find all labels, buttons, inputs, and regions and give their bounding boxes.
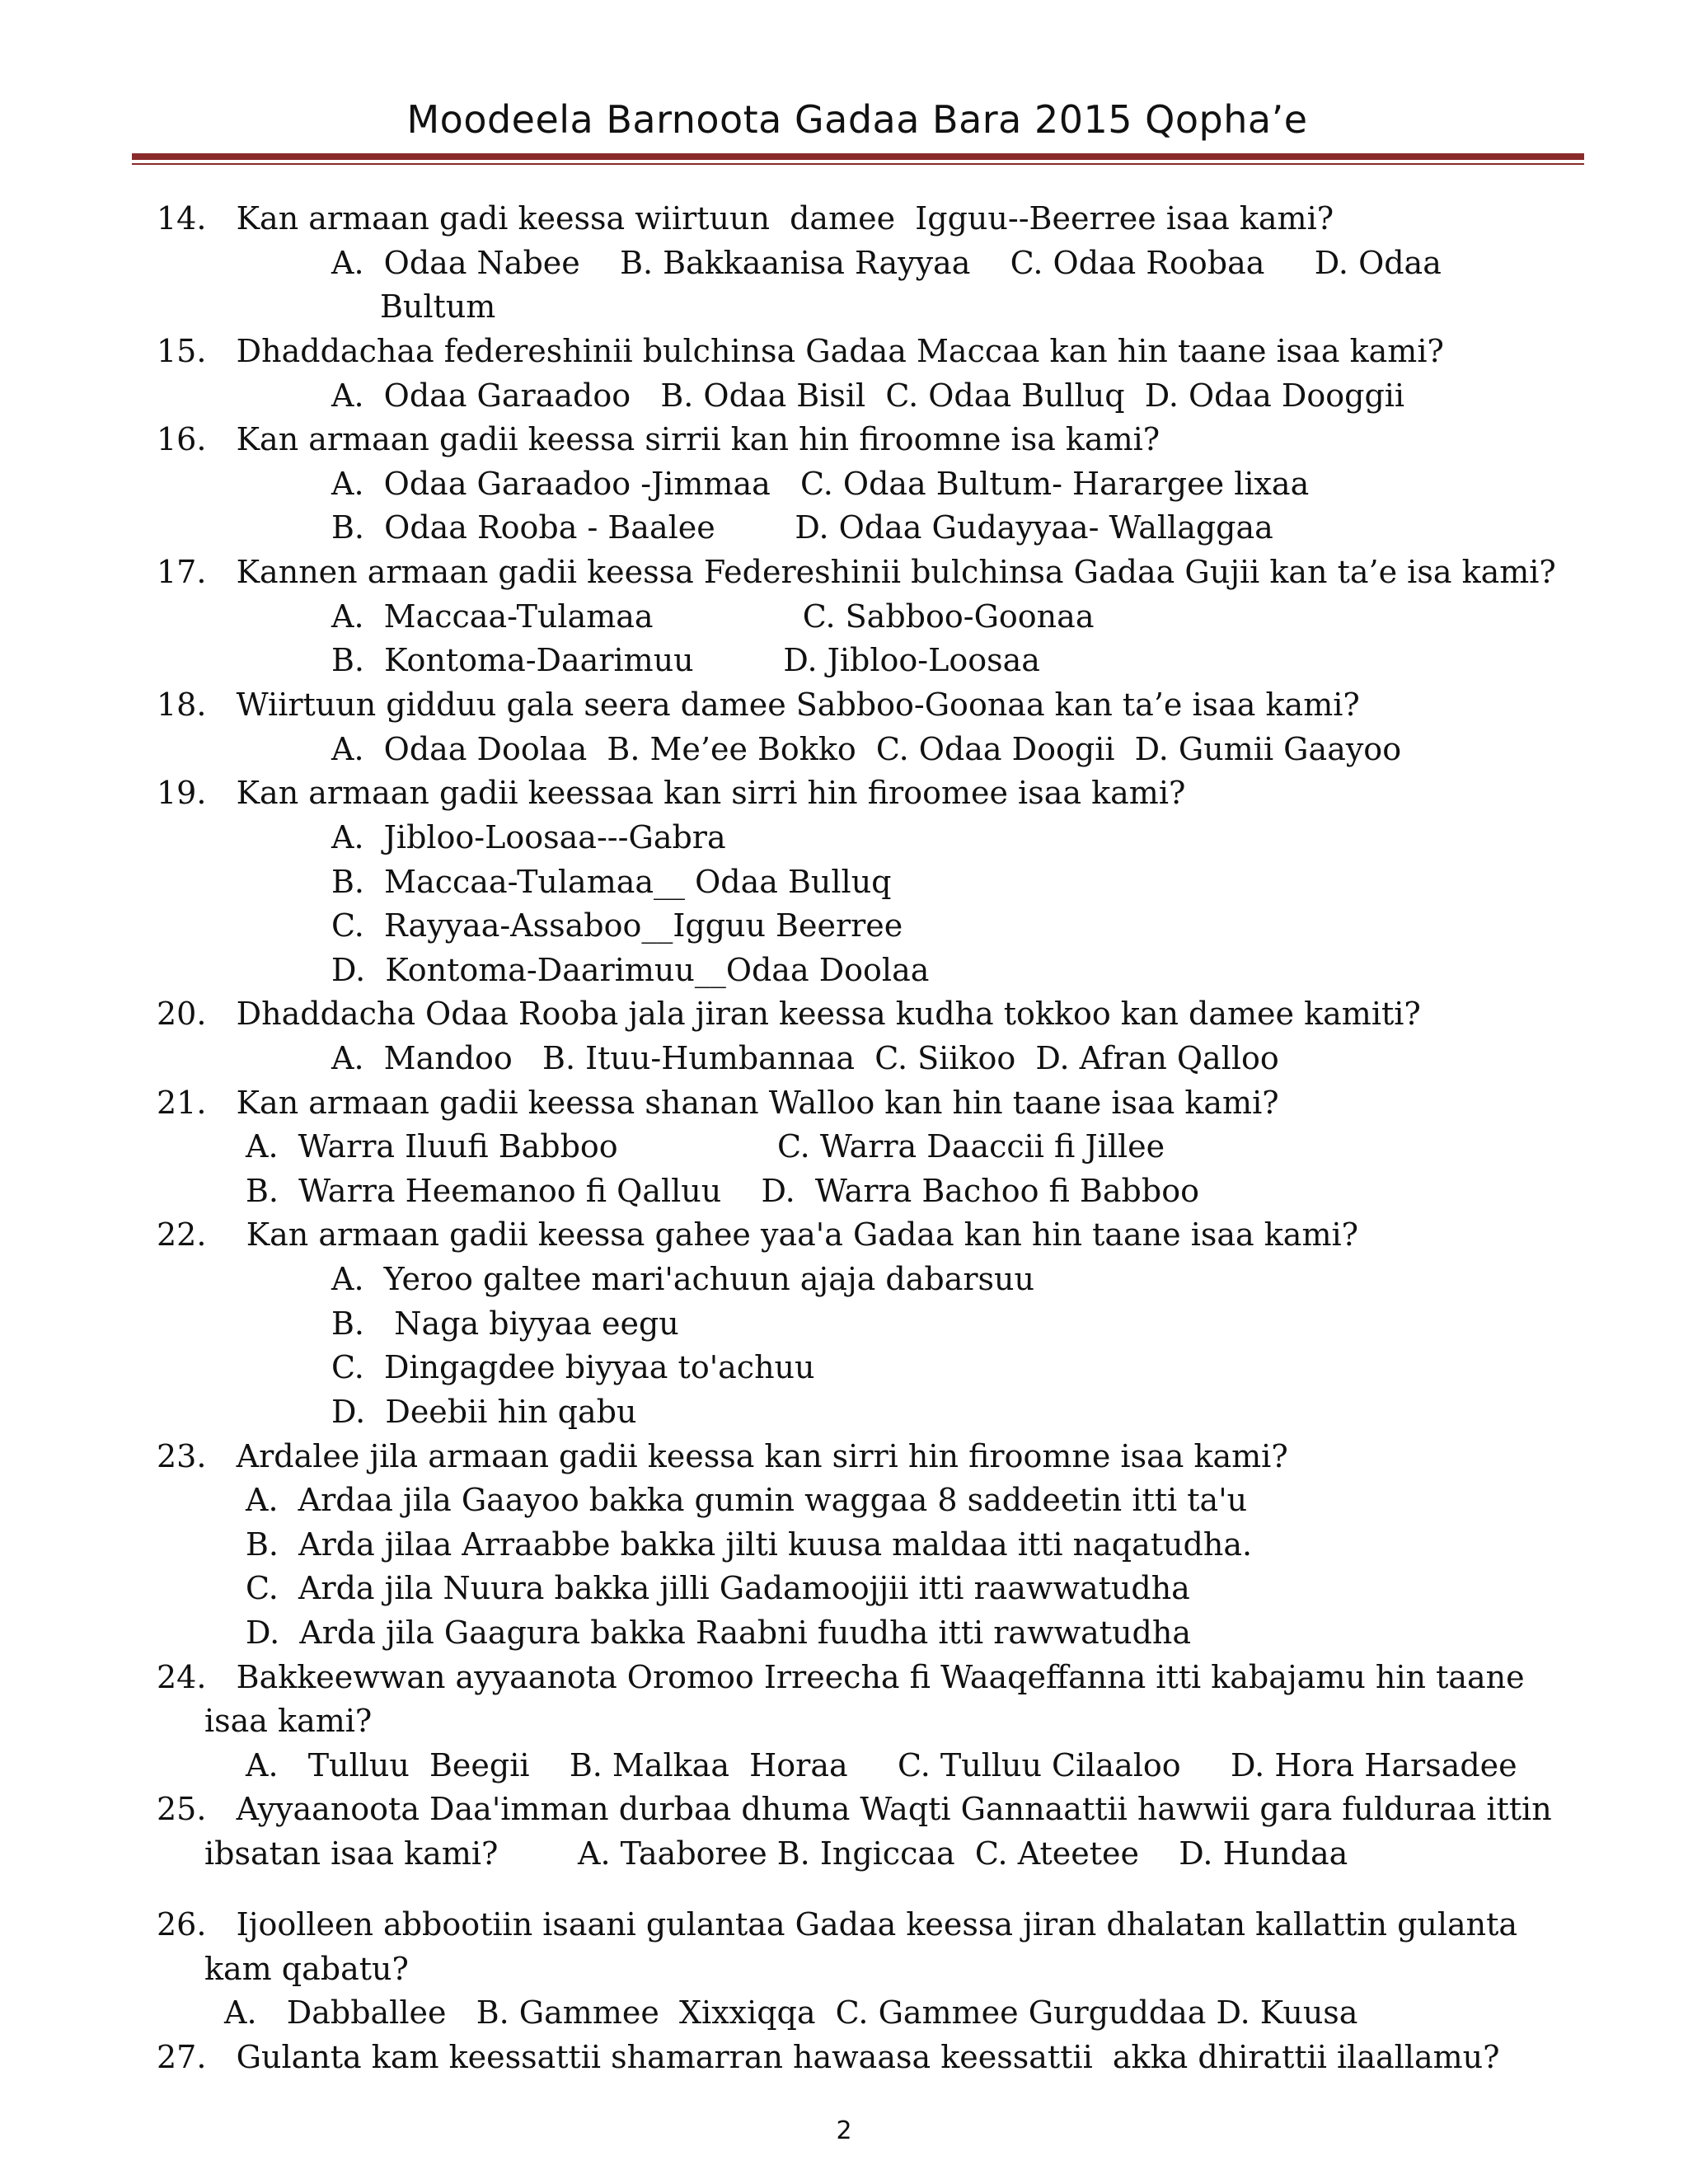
option-23-d: D. Arda jila Gaagura bakka Raabni fuudha itti rawwatudha (246, 1615, 1191, 1651)
question-27: 27. Gulanta kam keessattii shamarran hawaasa keessattii akka dhirattii ilaallamu? (157, 2039, 1500, 2075)
options-17-b-d: B. Kontoma-Daarimuu D. Jibloo-Loosaa (331, 642, 1040, 678)
header-rule-thick (132, 153, 1584, 160)
question-25-cont-options: ibsatan isaa kami? A. Taaboree B. Ingiccaa C. Ateetee D. Hundaa (204, 1835, 1348, 1872)
options-26: A. Dabballee B. Gammee Xixxiqqa C. Gammee Gurguddaa D. Kuusa (224, 1994, 1358, 2031)
options-16-b-d: B. Odaa Rooba - Baalee D. Odaa Gudayyaa- Wallaggaa (331, 509, 1273, 546)
option-22-a: A. Yeroo galtee mari'achuun ajaja dabarsuu (331, 1261, 1034, 1297)
question-23: 23. Ardalee jila armaan gadii keessa kan sirri hin firoomne isaa kami? (157, 1438, 1288, 1474)
question-26: 26. Ijoolleen abbootiin isaani gulantaa Gadaa keessa jiran dhalatan kallattin gulanta (157, 1906, 1518, 1943)
option-19-b: B. Maccaa-Tulamaa__ Odaa Bulluq (331, 864, 892, 900)
question-25: 25. Ayyaanoota Daa'imman durbaa dhuma Waqti Gannaattii hawwii gara fulduraa ittin (157, 1791, 1552, 1827)
question-14: 14. Kan armaan gadi keessa wiirtuun damee Igguu--Beerree isaa kami? (157, 200, 1334, 237)
option-23-c: C. Arda jila Nuura bakka jilli Gadamoojjii itti raawwatudha (246, 1570, 1190, 1606)
question-26-cont: kam qabatu? (204, 1951, 409, 1987)
options-14-cont: Bultum (380, 288, 496, 325)
question-19: 19. Kan armaan gadii keessaa kan sirri hin firoomee isaa kami? (157, 775, 1186, 811)
page-number: 2 (836, 2116, 852, 2145)
option-19-d: D. Kontoma-Daarimuu__Odaa Doolaa (331, 952, 930, 988)
question-15: 15. Dhaddachaa federeshinii bulchinsa Gadaa Maccaa kan hin taane isaa kami? (157, 333, 1444, 369)
page-header-title: Moodeela Barnoota Gadaa Bara 2015 Qopha’e (406, 97, 1308, 142)
option-23-a: A. Ardaa jila Gaayoo bakka gumin waggaa 8 saddeetin itti ta'u (246, 1482, 1248, 1518)
options-20: A. Mandoo B. Ituu-Humbannaa C. Siikoo D. Afran Qalloo (331, 1040, 1279, 1076)
question-17: 17. Kannen armaan gadii keessa Federeshinii bulchinsa Gadaa Gujii kan ta’e isa kami? (157, 554, 1556, 590)
header-rule-thin (132, 163, 1584, 165)
question-24: 24. Bakkeewwan ayyaanota Oromoo Irreecha fi Waaqeffanna itti kabajamu hin taane (157, 1659, 1525, 1695)
options-21-a-c: A. Warra Iluufi Babboo C. Warra Daaccii fi Jillee (246, 1128, 1165, 1165)
question-22: 22. Kan armaan gadii keessa gahee yaa'a Gadaa kan hin taane isaa kami? (157, 1216, 1359, 1253)
options-15: A. Odaa Garaadoo B. Odaa Bisil C. Odaa Bulluq D. Odaa Dooggii (331, 377, 1405, 414)
question-16: 16. Kan armaan gadii keessa sirrii kan hin firoomne isa kami? (157, 421, 1160, 457)
question-21: 21. Kan armaan gadii keessa shanan Walloo kan hin taane isaa kami? (157, 1085, 1279, 1121)
options-18: A. Odaa Doolaa B. Me’ee Bokko C. Odaa Doogii D. Gumii Gaayoo (331, 731, 1402, 767)
options-14: A. Odaa Nabee B. Bakkaanisa Rayyaa C. Odaa Roobaa D. Odaa (331, 245, 1442, 281)
options-16-a-c: A. Odaa Garaadoo -Jimmaa C. Odaa Bultum- Harargee lixaa (331, 466, 1310, 502)
option-22-d: D. Deebii hin qabu (331, 1394, 637, 1430)
options-17-a-c: A. Maccaa-Tulamaa C. Sabboo-Goonaa (331, 598, 1095, 635)
options-24: A. Tulluu Beegii B. Malkaa Horaa C. Tulluu Cilaaloo D. Hora Harsadee (246, 1747, 1517, 1783)
question-18: 18. Wiirtuun gidduu gala seera damee Sabboo-Goonaa kan ta’e isaa kami? (157, 687, 1360, 723)
option-23-b: B. Arda jilaa Arraabbe bakka jilti kuusa maldaa itti naqatudha. (246, 1526, 1253, 1563)
options-21-b-d: B. Warra Heemanoo fi Qalluu D. Warra Bachoo fi Babboo (246, 1173, 1199, 1209)
option-22-b: B. Naga biyyaa eegu (331, 1305, 679, 1342)
option-19-c: C. Rayyaa-Assaboo__Igguu Beerree (331, 907, 903, 944)
option-22-c: C. Dingagdee biyyaa to'achuu (331, 1349, 815, 1385)
question-20: 20. Dhaddacha Odaa Rooba jala jiran keessa kudha tokkoo kan damee kamiti? (157, 996, 1421, 1032)
question-24-cont: isaa kami? (204, 1703, 373, 1739)
option-19-a: A. Jibloo-Loosaa---Gabra (331, 819, 726, 855)
